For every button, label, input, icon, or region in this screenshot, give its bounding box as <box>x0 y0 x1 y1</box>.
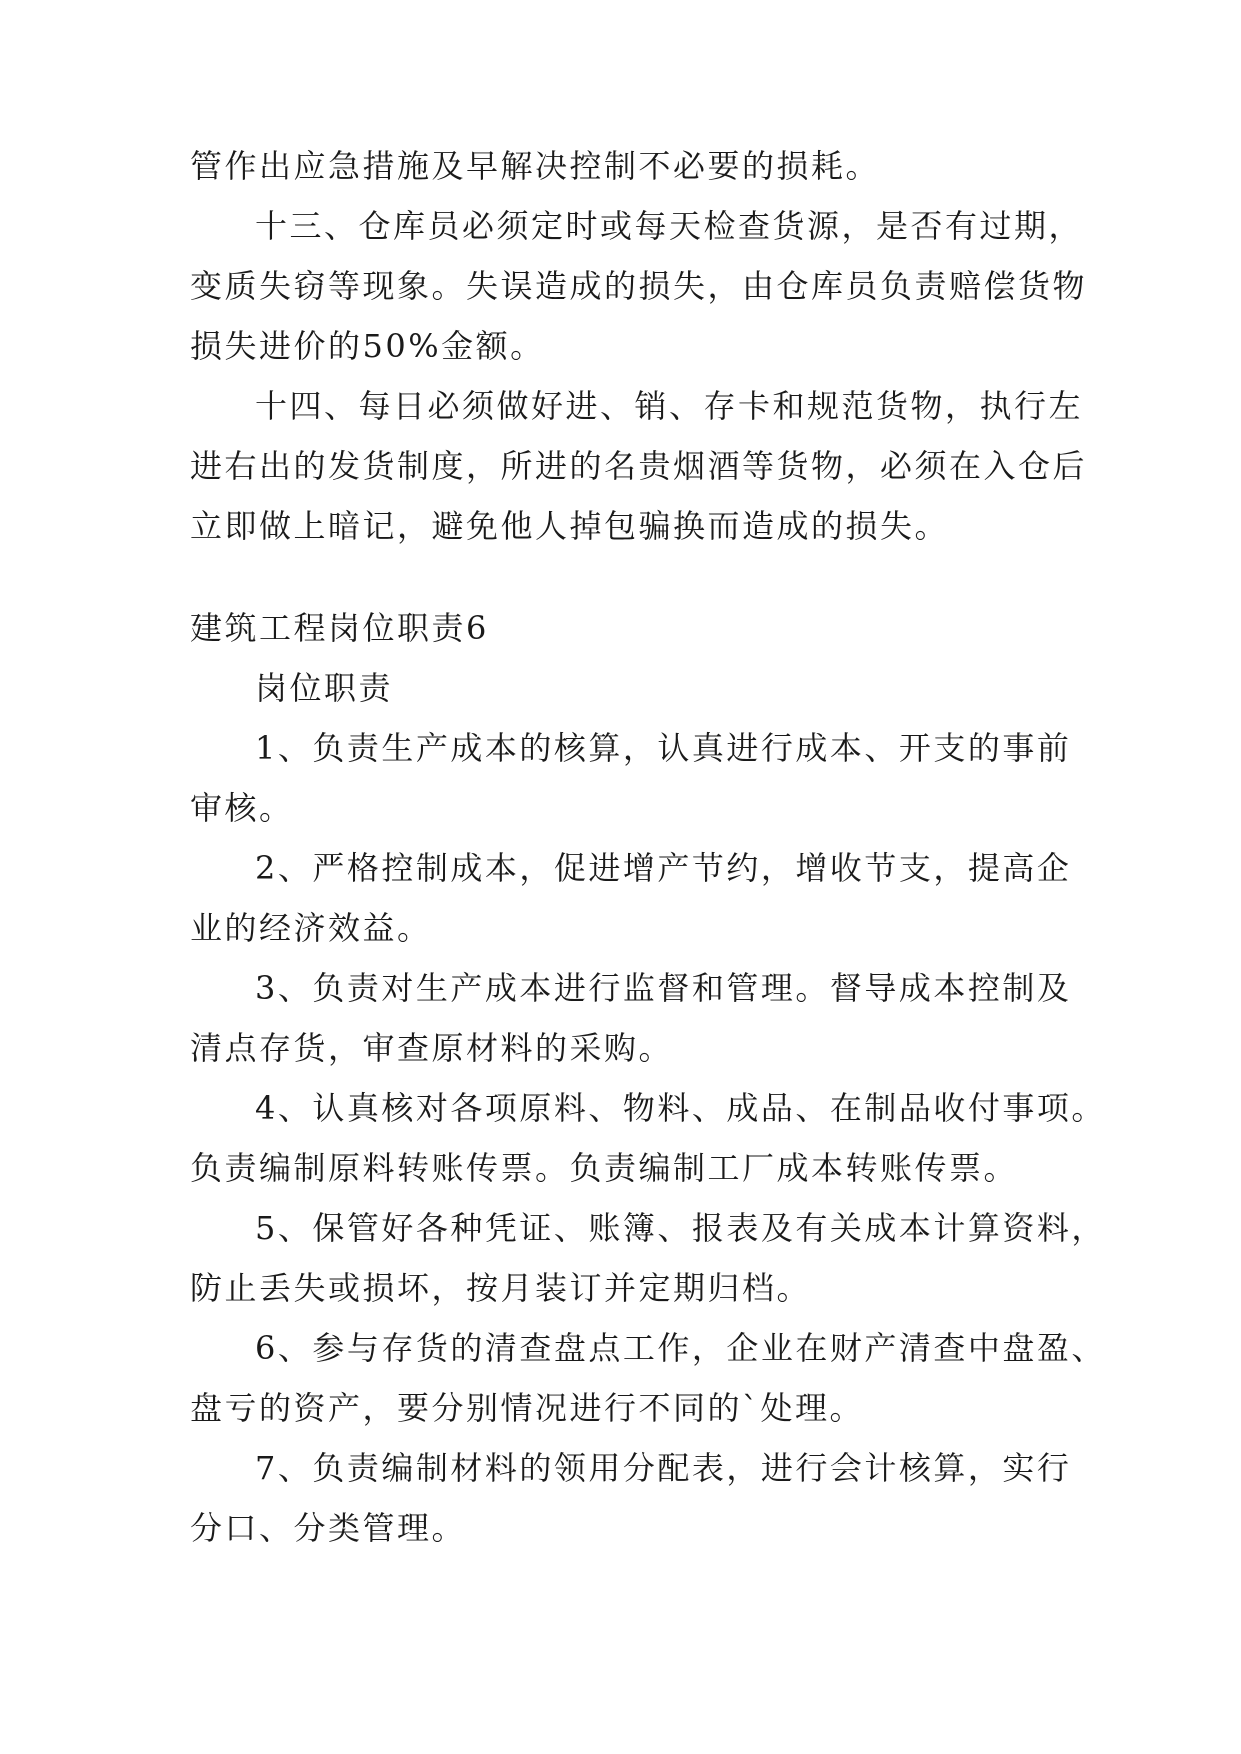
paragraph-line: 管作出应急措施及早解决控制不必要的损耗。 <box>190 147 881 185</box>
paragraph-line: 变质失窃等现象。失误造成的损失，由仓库员负责赔偿货物 <box>190 267 1088 305</box>
paragraph-line: 损失进价的50%金额。 <box>190 327 545 365</box>
list-item-line: 清点存货，审查原材料的采购。 <box>190 1029 674 1067</box>
paragraph-line: 立即做上暗记，避免他人掉包骗换而造成的损失。 <box>190 507 950 545</box>
list-item-line: 负责编制原料转账传票。负责编制工厂成本转账传票。 <box>190 1149 1019 1187</box>
list-item-line: 3、负责对生产成本进行监督和管理。督导成本控制及 <box>255 969 1072 1007</box>
paragraph-line: 进右出的发货制度，所进的名贵烟酒等货物，必须在入仓后 <box>190 447 1088 485</box>
paragraph-line: 十四、每日必须做好进、销、存卡和规范货物，执行左 <box>255 387 1084 425</box>
list-item-line: 盘亏的资产，要分别情况进行不同的`处理。 <box>190 1389 865 1427</box>
list-item-line: 7、负责编制材料的领用分配表，进行会计核算，实行 <box>255 1449 1072 1487</box>
list-item-line: 1、负责生产成本的核算，认真进行成本、开支的事前 <box>255 729 1072 767</box>
section-title: 建筑工程岗位职责6 <box>190 609 489 647</box>
section-subtitle: 岗位职责 <box>255 669 394 707</box>
list-item-line: 4、认真核对各项原料、物料、成品、在制品收付事项。 <box>255 1089 1106 1127</box>
list-item-line: 业的经济效益。 <box>190 909 432 947</box>
list-item-line: 审核。 <box>190 789 294 827</box>
list-item-line: 5、保管好各种凭证、账簿、报表及有关成本计算资料， <box>255 1209 1106 1247</box>
list-item-line: 防止丢失或损坏，按月装订并定期归档。 <box>190 1269 812 1307</box>
list-item-line: 2、严格控制成本，促进增产节约，增收节支，提高企 <box>255 849 1072 887</box>
list-item-line: 分口、分类管理。 <box>190 1509 467 1547</box>
list-item-line: 6、参与存货的清查盘点工作，企业在财产清查中盘盈、 <box>255 1329 1106 1367</box>
paragraph-line: 十三、仓库员必须定时或每天检查货源，是否有过期， <box>255 207 1084 245</box>
